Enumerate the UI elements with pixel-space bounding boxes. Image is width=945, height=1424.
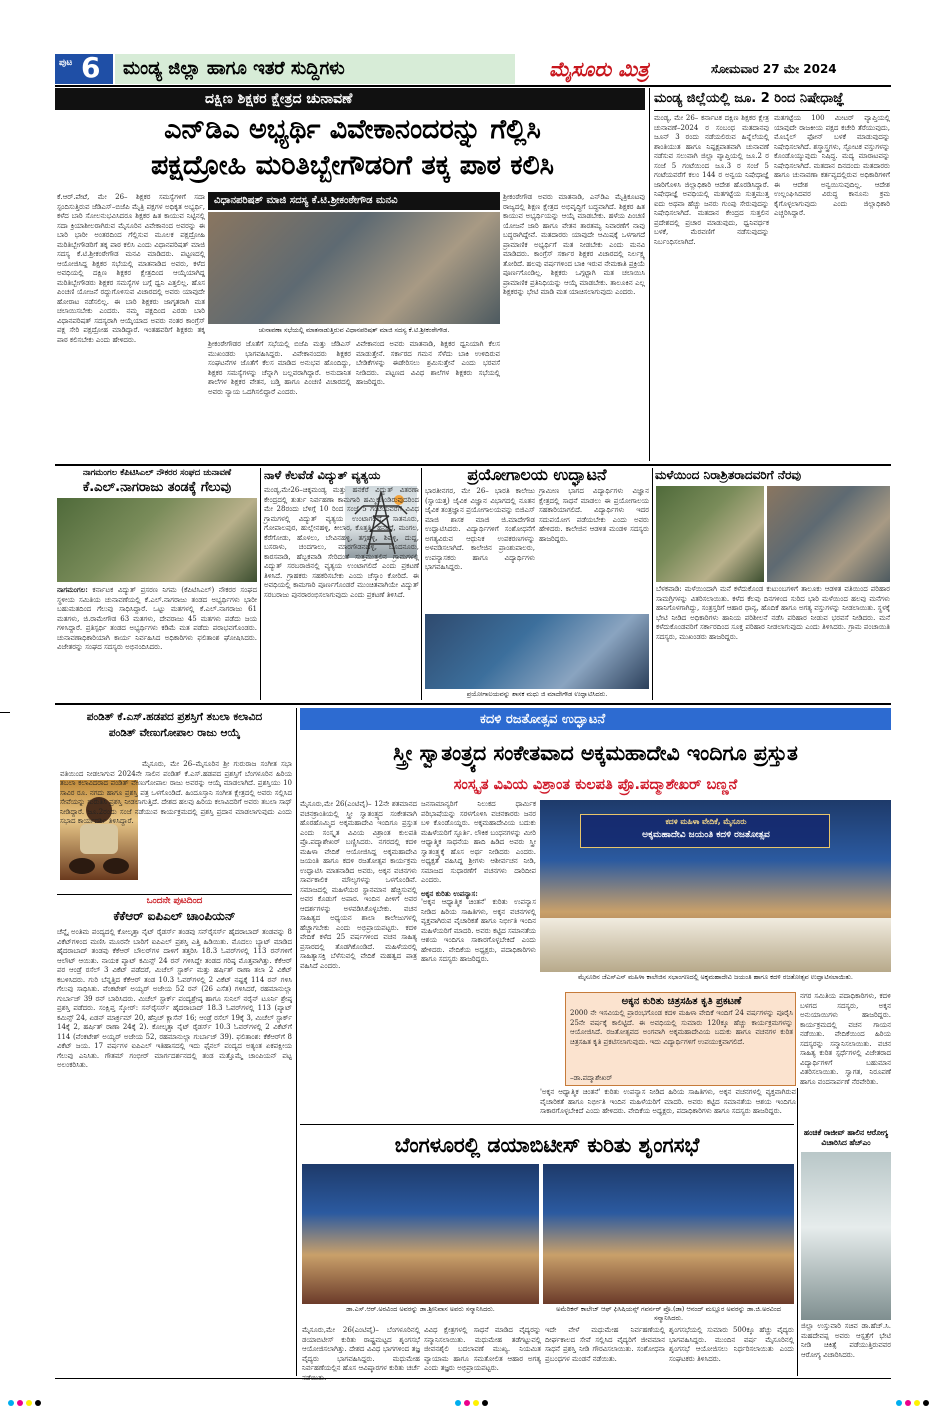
story9-caption: ಮೈಸೂರಿನ ಜೆಎಸ್‌ಎಸ್ ಮಹಿಳಾ ಕಾಲೇಜಿನ ಸಭಾಂಗಣದಲ್ಲಿ ಅಕ್ಕಮಹಾದೇವಿ ಜಯಂತಿ ಹಾಗೂ ಕದಳಿ ರಜತೋತ್ಸವ ಉದ್ಘಾಟಿಸಲಾಯಿತು. — [578, 973, 853, 981]
divider-s5-s6 — [652, 468, 653, 700]
stage-banner-top: ಕದಳಿ ಮಹಿಳಾ ವೇದಿಕೆ, ಮೈಸೂರು — [665, 817, 747, 826]
masthead-rule — [55, 85, 891, 87]
story9-col3-tail: 'ಅಕ್ಕನ ಆಧ್ಯಾತ್ಮಿಕ ಚಿಂತನೆ' ಕುರಿತು ಉಪನ್ಯಾಸ ನೀಡಿದ ಹಿರಿಯ ಸಾಹಿತಿಗಳು, ಅಕ್ಕನ ವಚನಗಳಲ್ಲಿ ವ್ಯಕ್ತವಾಗಿರುವ ವೈಚಾರಿಕತೆ ಹಾಗೂ ನಿರ್ಭೀತಿ ಇಂದಿನ ಮಹಿಳೆಯರಿಗೆ ಮಾದರಿ. ಅವರು ಕಟ್ಟಿದ ಸಮಾನತೆಯ ಆಶಯ ಇಂದಿಗೂ ಸಾಕಾರಗೊಳ್ಳಬೇಕಿದೆ ಎಂದು ಹೇಳಿದರು. ವೇದಿಕೆಯ ಅಧ್ಯಕ್ಷರು, ಪದಾಧಿಕಾರಿಗಳು ಹಾಗೂ ಸದಸ್ಯರು ಹಾಜರಿದ್ದರು. — [540, 1088, 796, 1115]
section-title: ಮಂಡ್ಯ ಜಿಲ್ಲಾ ಹಾಗೂ ಇತರೆ ಸುದ್ದಿಗಳು — [123, 58, 345, 79]
story9-col2 — [421, 800, 536, 1086]
story10-headline: ಬೆಂಗಳೂರಲ್ಲಿ ಡಯಾಬಿಟೀಸ್ ಕುರಿತು ಶೃಂಗಸಭೆ — [394, 1133, 700, 1157]
story6-body: ಬೆಳಕವಾಡಿ: ಮಳೆಯಿಂದಾಗಿ ಮನೆ ಕಳೆದುಕೊಂಡ ಕುಟುಂಬಗಳಿಗೆ ತಾಲೂಕು ಆಡಳಿತ ವತಿಯಿಂದ ಪರಿಹಾರ ಸಾಮಗ್ರಿಗಳನ್ನು ವಿತರಿಸಲಾಯಿತು. ಕಳೆದ ಕೆಲವು ದಿನಗಳಿಂದ ಸುರಿದ ಭಾರಿ ಮಳೆಯಿಂದ ಹಲವು ಮನೆಗಳು ಹಾನಿಗೊಳಗಾಗಿದ್ದು, ಸಂತ್ರಸ್ತರಿಗೆ ಆಹಾರ ಧಾನ್ಯ, ಹೊದಿಕೆ ಹಾಗೂ ಅಗತ್ಯ ವಸ್ತುಗಳನ್ನು ನೀಡಲಾಯಿತು. ಸ್ಥಳಕ್ಕೆ ಭೇಟಿ ನೀಡಿದ ಅಧಿಕಾರಿಗಳು ಹಾನಿಯ ಪರಿಶೀಲನೆ ನಡೆಸಿ ಪರಿಹಾರ ನೀಡುವ ಭರವಸೆ ನೀಡಿದರು. ಮನೆ ಕಳೆದುಕೊಂಡವರಿಗೆ ಸರ್ಕಾರದಿಂದ ಸೂಕ್ತ ಪರಿಹಾರ ನೀಡಲಾಗುವುದು ಎಂದು ತಿಳಿಸಿದರು. ಗ್ರಾಮ ಪಂಚಾಯಿತಿ ಸದಸ್ಯರು, ಮುಖಂಡರು ಹಾಜರಿದ್ದರು. — [656, 585, 890, 641]
story1-col2: ಶ್ರೀಕಂಠೇಗೌಡರ ಜೊತೆಗೆ ಸಭೆಯಲ್ಲಿ ಬಿಜೆಪಿ ಮತ್ತು ಜೆಡಿಎಸ್ ಮುಖಂಡರು ಭಾಗವಹಿಸಿದ್ದರು. ವಿವೇಕಾನಂದರು ಶಿಕ್ಷಕರ ಸಂಘಟನೆಗಳ ಜೊತೆಗೆ ಕೆಲಸ ಮಾಡಿದ ಅನುಭವ ಹೊಂದಿದ್ದು, ಶಿಕ್ಷಕರ ಸಮಸ್ಯೆಗಳನ್ನು ಚೆನ್ನಾಗಿ ಬಲ್ಲವರಾಗಿದ್ದಾರೆ. ಅನುದಾನಿತ ಶಾಲೆಗಳ ಶಿಕ್ಷಕರ ವೇತನ, ಬಡ್ತಿ ಹಾಗೂ ಪಿಂಚಣಿ ವಿಚಾರದಲ್ಲಿ ಅವರು ನ್ಯಾಯ ಒದಗಿಸಲಿದ್ದಾರೆ ಎಂದರು. — [208, 340, 351, 396]
story9-box-credit: –ಡಾ.ಪದ್ಮಾಶೇಖರ್ — [570, 1074, 613, 1082]
story1-subhead: ವಿಧಾನಪರಿಷತ್ ಮಾಜಿ ಸದಸ್ಯ ಕೆ.ಟಿ.ಶ್ರೀಕಂಠೇಗೌಡ ಮನವಿ — [214, 195, 398, 206]
story1-col4: ಶ್ರೀಕಂಠೇಗೌಡ ಅವರು ಮಾತನಾಡಿ, ಎನ್‌ಡಿಎ ಮೈತ್ರಿಕೂಟವು ರಾಜ್ಯದಲ್ಲಿ ಶಿಕ್ಷಣ ಕ್ಷೇತ್ರದ ಅಭಿವೃದ್ಧಿಗೆ ಬದ್ಧವಾಗಿದೆ. ಶಿಕ್ಷಕರ ಹಿತ ಕಾಯುವ ಅಭ್ಯರ್ಥಿಯನ್ನು ಆಯ್ಕೆ ಮಾಡಬೇಕು. ಹಳೆಯ ಪಿಂಚಣಿ ಯೋಜನೆ ಜಾರಿ ಹಾಗೂ ವೇತನ ತಾರತಮ್ಯ ನಿವಾರಣೆಗೆ ನಾವು ಬದ್ಧರಾಗಿದ್ದೇವೆ. ಮತದಾರರು ಯಾವುದೇ ಆಮಿಷಕ್ಕೆ ಒಳಗಾಗದೆ ಪ್ರಾಮಾಣಿಕ ಅಭ್ಯರ್ಥಿಗೆ ಮತ ನೀಡಬೇಕು ಎಂದು ಮನವಿ ಮಾಡಿದರು. ಕಾಂಗ್ರೆಸ್ ಸರ್ಕಾರ ಶಿಕ್ಷಕರ ವಿಚಾರದಲ್ಲಿ ನಿರ್ಲಕ್ಷ್ಯ ತೋರಿದೆ. ಹಲವು ವರ್ಷಗಳಿಂದ ಬಾಕಿ ಇರುವ ನೇಮಕಾತಿ ಪ್ರಕ್ರಿಯೆ ಪೂರ್ಣಗೊಂಡಿಲ್ಲ. ಶಿಕ್ಷಕರು ಒಗ್ಗಟ್ಟಾಗಿ ಮತ ಚಲಾಯಿಸಿ ಪ್ರಾಮಾಣಿಕ ಪ್ರತಿನಿಧಿಯನ್ನು ಆಯ್ಕೆ ಮಾಡಬೇಕು. ತಾಲೂಕಿನ ಎಲ್ಲ ಶಿಕ್ಷಕರನ್ನು ಭೇಟಿ ಮಾಡಿ ಮತ ಯಾಚಿಸಲಾಗುವುದು ಎಂದರು. — [503, 193, 645, 296]
story11-caption: ಜಿಲ್ಲಾ ಉಸ್ತುವಾರಿ ಸಚಿವ ಡಾ.ಹೆಚ್.ಸಿ. ಮಹದೇವಪ್ಪ ಅವರು ಆಸ್ಪತ್ರೆಗೆ ಭೇಟಿ ನೀಡಿ ಚಿಕಿತ್ಸೆ ಪಡೆಯುತ್ತಿರುವವರ ಆರೋಗ್ಯ ವಿಚಾರಿಸಿದರು. — [801, 1322, 891, 1359]
story9-col4: ನಗರ ಸಮಿತಿಯ ಪದಾಧಿಕಾರಿಗಳು, ಕದಳಿ ಬಳಗದ ಸದಸ್ಯರು, ಅಕ್ಕನ ಅನುಯಾಯಿಗಳು ಹಾಜರಿದ್ದರು. ಕಾರ್ಯಕ್ರಮದಲ್ಲಿ ವಚನ ಗಾಯನ ನಡೆಯಿತು. ವೇದಿಕೆಯಿಂದ ಹಿರಿಯ ಸದಸ್ಯರನ್ನು ಸನ್ಮಾನಿಸಲಾಯಿತು. ವಚನ ಸಾಹಿತ್ಯ ಕುರಿತ ಸ್ಪರ್ಧೆಗಳಲ್ಲಿ ವಿಜೇತರಾದ ವಿದ್ಯಾರ್ಥಿಗಳಿಗೆ ಬಹುಮಾನ ವಿತರಿಸಲಾಯಿತು. ಸ್ವಾಗತ, ನಿರೂಪಣೆ ಹಾಗೂ ವಂದನಾರ್ಪಣೆ ನೆರವೇರಿತು. — [800, 992, 891, 1086]
story10-caption2: ಅಮೆರಿಕನ್ ಕಾಲೇಜ್ ಆಫ್ ಫಿಸಿಷಿಯನ್ಸ್ ಗವರ್ನರ್ ಪ್ರೊ.(ಡಾ) ಆನಂದ್ ಮಲ್ಲೂರ ಅವರನ್ನು ಡಾ.ಜಿ.ಅರವಿಂದ ಸನ್ಮಾನಿಸಿದರು. — [556, 1305, 781, 1322]
story2-headline: ಮಂಡ್ಯ ಜಿಲ್ಲೆಯಲ್ಲಿ ಜೂ. 2 ರಿಂದ ನಿಷೇಧಾಜ್ಞೆ — [654, 91, 845, 106]
story11-headline: ಹಂಚಿಕೆ ರಾಜೀವ್ ಹಾಲಿನ ಆರೋಗ್ಯ ವಿಚಾರಿಸಿದ ಹೆಚ್‌ಎಂ — [803, 1128, 889, 1147]
story9-kicker-bar — [300, 708, 891, 730]
story4-body: ಮಂಡ್ಯ,ಮೇ26–ಚಿಕ್ಕಮಂಡ್ಯ ಮತ್ತು ಹನಕೆರೆ ವಿದ್ಯುತ್ ವಿತರಣಾ ಕೇಂದ್ರದಲ್ಲಿ ತುರ್ತು ನಿರ್ವಹಣಾ ಕಾಮಗಾರಿ ಹಮ್ಮಿಕೊಂಡಿರುವುದರಿಂದ ಮೇ 28ರಂದು ಬೆಳಿಗ್ಗೆ 10 ರಿಂದ ಸಂಜೆ 5 ಗಂಟೆಯವರೆಗೆ ವಿವಿಧ ಗ್ರಾಮಗಳಲ್ಲಿ ವಿದ್ಯುತ್ ವ್ಯತ್ಯಯ ಉಂಟಾಗಲಿದೆ. ಸಾತನೂರು, ಗೋಪಾಲಪುರ, ಹುಲ್ಲೇನಹಳ್ಳಿ, ಕೀಲಾರ, ಕೊತ್ತತ್ತಿ, ಹನಕೆರೆ, ಮಂಗಲ, ಕೆರೆಗೋಡು, ಹೊಳಲು, ಬೇವಿನಹಳ್ಳಿ, ತಗ್ಗಹಳ್ಳಿ, ಶಿವಳ್ಳಿ, ದುದ್ದ, ಬಸರಾಳು, ಚಂದಗಾಲು, ಮಾರಗೌಡನಹಳ್ಳಿ, ಬೂದನೂರು, ಕಾರಸವಾಡಿ, ಹೆಬ್ಬಕವಾಡಿ ಸೇರಿದಂತೆ ಸುತ್ತಮುತ್ತಲಿನ ಗ್ರಾಮಗಳಲ್ಲಿ ವಿದ್ಯುತ್ ಸರಬರಾಜಿನಲ್ಲಿ ವ್ಯತ್ಯಯ ಉಂಟಾಗಲಿದೆ ಎಂದು ಪ್ರಕಟಣೆ ತಿಳಿಸಿದೆ. ಗ್ರಾಹಕರು ಸಹಕರಿಸಬೇಕು ಎಂದು ಚೆಸ್ಕಾಂ ಕೋರಿದೆ. ಈ ಅವಧಿಯಲ್ಲಿ ಕಾಮಗಾರಿ ಪೂರ್ಣಗೊಂಡರೆ ಮುಂಚಿತವಾಗಿಯೇ ವಿದ್ಯುತ್ ಸರಬರಾಜು ಪುನರಾರಂಭಿಸಲಾಗುವುದು ಎಂದು ಪ್ರಕಟಣೆ ತಿಳಿಸಿದೆ. — [264, 486, 419, 599]
story10-photo1 — [302, 1164, 539, 1304]
stage-table — [540, 918, 891, 972]
page-label: ಪುಟ — [59, 58, 73, 68]
paper-name: ಮೈಸೂರು ಮಿತ್ರ — [549, 57, 649, 81]
story10-col1: ಮೈಸೂರು,ಮೇ 26(ಎಂಟಿವೈ)– ಬೆಂಗಳೂರಿನಲ್ಲಿ ಡಯಾಬಿಟೀಸ್ ಕುರಿತು ರಾಷ್ಟ್ರಮಟ್ಟದ ಶೃಂಗಸಭೆ ಆಯೋಜಿಸಲಾಗಿತ್ತು. ದೇಶದ ವಿವಿಧ ಭಾಗಗಳಿಂದ ತಜ್ಞ ವೈದ್ಯರು ಭಾಗವಹಿಸಿದ್ದರು. ಮಧುಮೇಹ ನಿರ್ವಹಣೆಯಲ್ಲಿನ ಹೊಸ ಆವಿಷ್ಕಾರಗಳ ಕುರಿತು ಚರ್ಚೆ — [302, 1326, 420, 1372]
rule-row3 — [55, 703, 891, 705]
story10-col2: ವಿವಿಧ ಕ್ಷೇತ್ರಗಳಲ್ಲಿ ಸಾಧನೆ ಮಾಡಿದ ವೈದ್ಯರನ್ನು ಸನ್ಮಾನಿಸಲಾಯಿತು. ಮಧುಮೇಹ ತಡೆಗಟ್ಟುವಲ್ಲಿ ಜೀವನಶೈಲಿ ಬದಲಾವಣೆ ಮುಖ್ಯ. ನಿಯಮಿತ ವ್ಯಾಯಾಮ ಹಾಗೂ ಸಮತೋಲಿತ ಆಹಾರ ಅಗತ್ಯ ಎಂದು ತಜ್ಞರು ಅಭಿಪ್ರಾಯಪಟ್ಟರು. — [424, 1326, 541, 1372]
page-number-box — [55, 51, 113, 84]
story7-headline-2: ಪಂಡಿತ್ ವೇಣುಗೋಪಾಲ ರಾಜು ಆಯ್ಕೆ — [108, 727, 241, 739]
story10-photo2 — [543, 1164, 794, 1304]
story8-kicker: ಒಂದನೇ ಪುಟದಿಂದ — [146, 896, 203, 906]
story10-caption1: ಡಾ.ಎಸ್.ಆರ್.ಅರವಿಂದ ಅವರನ್ನು ಡಾ.ಶ್ರೀನಿವಾಸ ಅವರು ಸನ್ಮಾನಿಸಿದರು. — [346, 1305, 495, 1313]
story7-body: ಮೈಸೂರು, ಮೇ 26–ಮೈಸೂರಿನ ಶ್ರೀ ಗುರುರಾಜ ಸಂಗೀತ ಸಭಾ ವತಿಯಿಂದ ನೀಡಲಾಗುವ 2024ನೇ ಸಾಲಿನ ಪಂಡಿತ್ ಕೆ.ಎಸ್.ಹಡಪದ ಪ್ರಶಸ್ತಿಗೆ ಬೆಂಗಳೂರಿನ ಹಿರಿಯ ತಬಲಾ ಕಲಾವಿದರಾದ ಪಂಡಿತ್ ವೇಣುಗೋಪಾಲ ರಾಜು ಅವರನ್ನು ಆಯ್ಕೆ ಮಾಡಲಾಗಿದೆ. ಪ್ರಶಸ್ತಿಯು 10 ಸಾವಿರ ರೂ. ನಗದು ಹಾಗೂ ಪ್ರಶಸ್ತಿ ಪತ್ರ ಒಳಗೊಂಡಿದೆ. ಹಿಂದೂಸ್ತಾನಿ ಸಂಗೀತ ಕ್ಷೇತ್ರದಲ್ಲಿ ಅವರು ಸಲ್ಲಿಸಿದ ಸೇವೆಯನ್ನು ಗುರುತಿಸಿ ಪ್ರಶಸ್ತಿ ನೀಡಲಾಗುತ್ತಿದೆ. ದೇಶದ ಹಲವು ಹಿರಿಯ ಕಲಾವಿದರಿಗೆ ಅವರು ತಬಲಾ ಸಾಥ್ ನೀಡಿದ್ದಾರೆ. ಜೂ.2ರಂದು ಸಂಜೆ ನಡೆಯುವ ಕಾರ್ಯಕ್ರಮದಲ್ಲಿ ಪ್ರಶಸ್ತಿ ಪ್ರದಾನ ಮಾಡಲಾಗುವುದು ಎಂದು ಸಭಾದ ಕಾರ್ಯದರ್ಶಿ ತಿಳಿಸಿದ್ದಾರೆ. — [60, 760, 292, 825]
story2-col1: ಮಂಡ್ಯ, ಮೇ 26– ಕರ್ನಾಟಕ ದಕ್ಷಿಣ ಶಿಕ್ಷಕರ ಕ್ಷೇತ್ರ ಚುನಾವಣೆ–2024 ರ ಸಂಬಂಧ ಮತದಾನವು ಜೂನ್ 3 ರಂದು ನಡೆಯಲಿರುವ ಹಿನ್ನೆಲೆಯಲ್ಲಿ ಶಾಂತಿಯುತ ಹಾಗೂ ನಿಷ್ಪಕ್ಷಪಾತವಾಗಿ ಚುನಾವಣೆ ನಡೆಸುವ ಸಲುವಾಗಿ ಜಿಲ್ಲಾ ವ್ಯಾಪ್ತಿಯಲ್ಲಿ ಜೂ.2 ರ ಸಂಜೆ 5 ಗಂಟೆಯಿಂದ ಜೂ.3 ರ ಸಂಜೆ 5 ಗಂಟೆಯವರೆಗೆ ಕಲಂ 144 ರ ಅನ್ವಯ ನಿಷೇಧಾಜ್ಞೆ ಜಾರಿಗೊಳಿಸಿ ಜಿಲ್ಲಾಧಿಕಾರಿ ಆದೇಶ ಹೊರಡಿಸಿದ್ದಾರೆ. ನಿಷೇಧಾಜ್ಞೆ ಅವಧಿಯಲ್ಲಿ ಮತಗಟ್ಟೆಯ ಸುತ್ತಮುತ್ತ ಐದು ಅಥವಾ ಹೆಚ್ಚು ಜನರು ಗುಂಪು ಸೇರುವುದನ್ನು ನಿಷೇಧಿಸಲಾಗಿದೆ. ಮತದಾನ ಕೇಂದ್ರದ ಸುತ್ತಲಿನ ಪ್ರದೇಶದಲ್ಲಿ ಪ್ರಚಾರ ಮಾಡುವುದು, ಧ್ವನಿವರ್ಧಕ ಬಳಕೆ, ಮೆರವಣಿಗೆ ನಡೆಸುವುದನ್ನು ನಿರ್ಬಂಧಿಸಲಾಗಿದೆ. — [654, 114, 769, 246]
divider-story1-story2 — [649, 88, 650, 461]
story1-kicker-bar — [55, 88, 645, 110]
story9-stage-photo — [540, 800, 891, 972]
stage-banner — [580, 814, 830, 848]
story1-headline-2: ಪಕ್ಷದ್ರೋಹಿ ಮರಿತಿಬ್ಬೇಗೌಡರಿಗೆ ತಕ್ಕ ಪಾಠ ಕಲಿಸಿ — [150, 150, 555, 181]
story5-caption: ಪ್ರಯೋಗಾಲಯವನ್ನು ಶಾಸಕ ಮಧು ಜಿ ಮಾದೇಗೌಡ ಉದ್ಘಾಟಿಸಿದರು. — [466, 690, 608, 698]
divider-s3-s4 — [260, 468, 261, 700]
story3-body — [57, 585, 257, 699]
story2-col2: ಮತಗಟ್ಟೆಯ 100 ಮೀಟರ್ ವ್ಯಾಪ್ತಿಯಲ್ಲಿ ಯಾವುದೇ ರಾಜಕೀಯ ಪಕ್ಷದ ಕಚೇರಿ ತೆರೆಯುವುದು, ಮೊಬೈಲ್ ಫೋನ್ ಬಳಕೆ ಮಾಡುವುದನ್ನು ನಿಷೇಧಿಸಲಾಗಿದೆ. ಶಸ್ತ್ರಾಸ್ತ್ರಗಳು, ಸ್ಫೋಟಕ ವಸ್ತುಗಳನ್ನು ಕೊಂಡೊಯ್ಯುವುದು ನಿಷಿದ್ಧ. ಮದ್ಯ ಮಾರಾಟವನ್ನು ನಿಷೇಧಿಸಲಾಗಿದೆ. ಮತದಾನ ದಿನದಂದು ಮತದಾರರು ಹಾಗೂ ಚುನಾವಣಾ ಕರ್ತವ್ಯದಲ್ಲಿರುವ ಅಧಿಕಾರಿಗಳಿಗೆ ಈ ಆದೇಶ ಅನ್ವಯಿಸುವುದಿಲ್ಲ. ಆದೇಶ ಉಲ್ಲಂಘಿಸಿದವರ ವಿರುದ್ಧ ಕಾನೂನು ಕ್ರಮ ಕೈಗೊಳ್ಳಲಾಗುವುದು ಎಂದು ಜಿಲ್ಲಾಧಿಕಾರಿ ಎಚ್ಚರಿಸಿದ್ದಾರೆ. — [774, 114, 890, 217]
story1-kicker: ದಕ್ಷಿಣ ಶಿಕ್ಷಕರ ಕ್ಷೇತ್ರದ ಚುನಾವಣೆ — [205, 91, 353, 107]
story9-box-title: ಅಕ್ಕನ ಕುರಿತು ಚಿತ್ರಸಹಿತ ಕೃತಿ ಪ್ರಕಟಣೆ — [621, 996, 742, 1007]
story5-col1: ಭಾರತೀನಗರ, ಮೇ 26– ಭಾರತಿ ಕಾಲೇಜು (ಸ್ವಾಯತ್ತ) ಜೈವಿಕ ವಿಜ್ಞಾನ ವಿಭಾಗದಲ್ಲಿ ನೂತನ ಜೈವಿಕ ತಂತ್ರಜ್ಞಾನ ಪ್ರಯೋಗಾಲಯವನ್ನು ಬಿಜಿಎಸ್ ಮಾಜಿ ಶಾಸಕ ಮಾಜಿ ಜಿ.ಮಾದೇಗೌಡ ಉದ್ಘಾಟಿಸಿದರು. ವಿದ್ಯಾರ್ಥಿಗಳಿಗೆ ಸಂಶೋಧನೆಗೆ ಅಗತ್ಯವಿರುವ ಆಧುನಿಕ ಉಪಕರಣಗಳನ್ನು ಅಳವಡಿಸಲಾಗಿದೆ. ಕಾಲೇಜಿನ ಪ್ರಾಂಶುಪಾಲರು, ಉಪನ್ಯಾಸಕರು ಹಾಗೂ ವಿದ್ಯಾರ್ಥಿಗಳು ಭಾಗವಹಿಸಿದ್ದರು. — [425, 487, 535, 571]
story3-body-text: ಕರ್ನಾಟಕ ವಿದ್ಯುತ್ ಪ್ರಸರಣ ನಿಗಮ (ಕೆಪಿಟಿಸಿಎಲ್) ನೌಕರರ ಸಂಘದ ಸ್ಥಳೀಯ ಸಮಿತಿಯ ಚುನಾವಣೆಯಲ್ಲಿ ಕೆ.ಎಲ್.ನಾಗರಾಜು ತಂಡದ ಅಭ್ಯರ್ಥಿಗಳು ಭಾರೀ ಬಹುಮತದಿಂದ ಗೆಲುವು ಸಾಧಿಸಿದ್ದಾರೆ. ಒಟ್ಟು ಮತಗಳಲ್ಲಿ ಕೆ.ಎಲ್.ನಾಗರಾಜು 61 ಮತಗಳು, ಜಿ.ರಾಮೇಗೌಡ 63 ಮತಗಳು, ದೇವರಾಜು 45 ಮತಗಳು ಪಡೆದು ಜಯ ಗಳಿಸಿದ್ದಾರೆ. ಪ್ರತಿಸ್ಪರ್ಧಿ ತಂಡದ ಅಭ್ಯರ್ಥಿಗಳು ಕಡಿಮೆ ಮತ ಪಡೆದು ಪರಾಭವಗೊಂಡರು. ಚುನಾವಣಾಧಿಕಾರಿಯಾಗಿ ಕಾರ್ಯ ನಿರ್ವಹಿಸಿದ ಅಧಿಕಾರಿಗಳು ಫಲಿತಾಂಶ ಘೋಷಿಸಿದರು. ವಿಜೇತರನ್ನು ಸಂಘದ ಸದಸ್ಯರು ಅಭಿನಂದಿಸಿದರು. — [57, 586, 258, 651]
story8-headline: ಕೆಕೆಆರ್ ಐಪಿಎಲ್ ಚಾಂಪಿಯನ್ — [113, 909, 236, 923]
registration-dots-left — [8, 1400, 48, 1406]
story10-col4: ಶೃಂಗಸಭೆಯಲ್ಲಿ ಸುಮಾರು 500ಕ್ಕೂ ಹೆಚ್ಚು ವೈದ್ಯರು ಭಾಗವಹಿಸಿದ್ದರು. ಮುಂದಿನ ವರ್ಷ ಮೈಸೂರಿನಲ್ಲಿ ಶೃಂಗಸಭೆ ಆಯೋಜಿಸಲು ನಿರ್ಧರಿಸಲಾಯಿತು ಎಂದು ಸಂಘಟಕರು ತಿಳಿಸಿದರು. — [669, 1326, 794, 1363]
story1-col3: ವಿವೇಕಾನಂದ ಅವರು ಮಾತನಾಡಿ, ಶಿಕ್ಷಕರ ಧ್ವನಿಯಾಗಿ ಕೆಲಸ ಮಾಡುತ್ತೇನೆ. ಸರ್ಕಾರದ ಗಮನ ಸೆಳೆದು ಬಾಕಿ ಉಳಿದಿರುವ ಬೇಡಿಕೆಗಳನ್ನು ಈಡೇರಿಸಲು ಶ್ರಮಿಸುತ್ತೇನೆ ಎಂದು ಭರವಸೆ ನೀಡಿದರು. ಪಟ್ಟಣದ ವಿವಿಧ ಶಾಲೆಗಳ ಶಿಕ್ಷಕರು ಸಭೆಯಲ್ಲಿ ಹಾಜರಿದ್ದರು. — [356, 340, 500, 386]
story4-headline: ನಾಳೆ ಕೆಲವೆಡೆ ವಿದ್ಯುತ್ ವ್ಯತ್ಯಯ — [264, 468, 381, 482]
rule-row4 — [300, 1124, 794, 1125]
story1-headline-1: ಎನ್‌ಡಿಎ ಅಭ್ಯರ್ಥಿ ವಿವೇಕಾನಂದರನ್ನು ಗೆಲ್ಲಿಸಿ — [164, 114, 541, 145]
story9-kicker: ಕದಳಿ ರಜತೋತ್ಸವ ಉದ್ಘಾಟನೆ — [480, 712, 606, 727]
story9-col3-kicker: ಅಕ್ಕನ ಕುರಿತು ಉಪನ್ಯಾಸ: — [421, 888, 478, 898]
story2-rule — [654, 110, 890, 111]
story1-photo — [208, 212, 500, 324]
story6-photo-left — [656, 486, 764, 582]
issue-date: ಸೋಮವಾರ 27 ಮೇ 2024 — [711, 62, 837, 76]
story3-dateline: ನಾಗಮಂಗಲ: — [57, 585, 88, 594]
divider-left-main — [296, 708, 297, 1376]
masthead — [55, 51, 891, 84]
story3-subhead: ಕೆ.ಎಲ್.ನಾಗರಾಜು ತಂಡಕ್ಕೆ ಗೆಲುವು — [82, 480, 232, 495]
story6-headline: ಮಳೆಯಿಂದ ನಿರಾಶ್ರಿತರಾದವರಿಗೆ ನೆರವು — [655, 468, 802, 482]
story1-subhead-bar — [208, 192, 500, 210]
story9-subhead: ಸಂಸ್ಕೃತ ವಿವಿಯ ವಿಶ್ರಾಂತ ಕುಲಪತಿ ಪ್ರೊ.ಪದ್ಮಾಶೇಖರ್ ಬಣ್ಣನೆ — [453, 777, 738, 793]
fold-mark — [0, 712, 10, 713]
divider-s4-s5 — [421, 468, 422, 700]
story8-body: ಚೆನ್ನೈ ಅಂತಿಮ ಪಂದ್ಯದಲ್ಲಿ ಕೋಲ್ಕತ್ತಾ ನೈಟ್ ರೈಡರ್ಸ್ ತಂಡವು ಸನ್‌ರೈಸರ್ಸ್ ಹೈದರಾಬಾದ್ ತಂಡವನ್ನು 8 ವಿಕೆಟ್‌ಗಳಿಂದ ಮಣಿಸಿ ಮೂರನೇ ಬಾರಿಗೆ ಐಪಿಎಲ್ ಪ್ರಶಸ್ತಿ ಎತ್ತಿ ಹಿಡಿಯಿತು. ಮೊದಲು ಬ್ಯಾಟ್ ಮಾಡಿದ ಹೈದರಾಬಾದ್ ತಂಡವು ಕೆಕೆಆರ್ ಬೌಲರ್‌ಗಳ ದಾಳಿಗೆ ತತ್ತರಿಸಿ 18.3 ಓವರ್‌ಗಳಲ್ಲಿ 113 ರನ್‌ಗಳಿಗೆ ಆಲೌಟ್ ಆಯಿತು. ನಾಯಕ ಪ್ಯಾಟ್ ಕಮಿನ್ಸ್ 24 ರನ್ ಗಳಿಸಿದ್ದೇ ತಂಡದ ಗರಿಷ್ಠ ಮೊತ್ತವಾಗಿತ್ತು. ಕೆಕೆಆರ್ ಪರ ಆಂಡ್ರೆ ರಸೆಲ್ 3 ವಿಕೆಟ್ ಪಡೆದರೆ, ಮಿಚೆಲ್ ಸ್ಟಾರ್ಕ್ ಮತ್ತು ಹರ್ಷಿತ್ ರಾಣಾ ತಲಾ 2 ವಿಕೆಟ್ ಕಬಳಿಸಿದರು. ಗುರಿ ಬೆನ್ನತ್ತಿದ ಕೆಕೆಆರ್ ತಂಡ 10.3 ಓವರ್‌ಗಳಲ್ಲಿ 2 ವಿಕೆಟ್ ನಷ್ಟಕ್ಕೆ 114 ರನ್ ಗಳಿಸಿ ಗೆಲುವು ಸಾಧಿಸಿತು. ವೆಂಕಟೇಶ್ ಅಯ್ಯರ್ ಅಜೇಯ 52 ರನ್ (26 ಎಸೆತ) ಗಳಿಸಿದರೆ, ರಹಮಾನುಲ್ಲಾ ಗುರ್ಬಾಜ್ 39 ರನ್ ಬಾರಿಸಿದರು. ಮಿಚೆಲ್ ಸ್ಟಾರ್ಕ್ ಪಂದ್ಯಶ್ರೇಷ್ಠ ಹಾಗೂ ಸುನಿಲ್ ನರೈನ್ ಟೂರ್ನಿ ಶ್ರೇಷ್ಠ ಪ್ರಶಸ್ತಿ ಪಡೆದರು. ಸಂಕ್ಷಿಪ್ತ ಸ್ಕೋರ್: ಸನ್‌ರೈಸರ್ಸ್ ಹೈದರಾಬಾದ್ 18.3 ಓವರ್‌ಗಳಲ್ಲಿ 113 (ಪ್ಯಾಟ್ ಕಮಿನ್ಸ್ 24, ಏಡನ್ ಮಾರ್ಕ್ರಮ್ 20, ಹೆನ್ರಿಚ್ ಕ್ಲಾಸೆನ್ 16; ಆಂಡ್ರೆ ರಸೆಲ್ 19ಕ್ಕೆ 3, ಮಿಚೆಲ್ ಸ್ಟಾರ್ಕ್ 14ಕ್ಕೆ 2, ಹರ್ಷಿತ್ ರಾಣಾ 24ಕ್ಕೆ 2). ಕೋಲ್ಕತ್ತಾ ನೈಟ್ ರೈಡರ್ಸ್ 10.3 ಓವರ್‌ಗಳಲ್ಲಿ 2 ವಿಕೆಟ್‌ಗೆ 114 (ವೆಂಕಟೇಶ್ ಅಯ್ಯರ್ ಅಜೇಯ 52, ರಹಮಾನುಲ್ಲಾ ಗುರ್ಬಾಜ್ 39). ಫಲಿತಾಂಶ: ಕೆಕೆಆರ್‌ಗೆ 8 ವಿಕೆಟ್ ಜಯ. 17 ವರ್ಷಗಳ ಐಪಿಎಲ್ ಇತಿಹಾಸದಲ್ಲಿ ಇದು ಫೈನಲ್ ಪಂದ್ಯದ ಅತ್ಯಂತ ಏಕಪಕ್ಷೀಯ ಗೆಲುವು ಎನಿಸಿತು. ಗೌತಮ್ ಗಂಭೀರ್ ಮಾರ್ಗದರ್ಶನದಲ್ಲಿ ತಂಡ ಮತ್ತೊಮ್ಮೆ ಚಾಂಪಿಯನ್ ಪಟ್ಟ ಅಲಂಕರಿಸಿತು. — [57, 928, 292, 1069]
story5-col2: ಗ್ರಾಮೀಣ ಭಾಗದ ವಿದ್ಯಾರ್ಥಿಗಳು ವಿಜ್ಞಾನ ಕ್ಷೇತ್ರದಲ್ಲಿ ಸಾಧನೆ ಮಾಡಲು ಈ ಪ್ರಯೋಗಾಲಯ ಸಹಕಾರಿಯಾಗಲಿದೆ. ವಿದ್ಯಾರ್ಥಿಗಳು ಇದರ ಸದುಪಯೋಗ ಪಡೆಯಬೇಕು ಎಂದು ಅವರು ಹೇಳಿದರು. ಕಾಲೇಜಿನ ಆಡಳಿತ ಮಂಡಳಿ ಸದಸ್ಯರು ಹಾಜರಿದ್ದರು. — [539, 487, 649, 543]
story1-photo-caption: ಚುನಾವಣಾ ಸಭೆಯಲ್ಲಿ ಮಾತನಾಡುತ್ತಿರುವ ವಿಧಾನಪರಿಷತ್ ಮಾಜಿ ಸದಸ್ಯ ಕೆ.ಟಿ.ಶ್ರೀಕಂಠೇಗೌಡ. — [258, 326, 450, 334]
story9-col1: ಮೈಸೂರು,ಮೇ 26(ಎಂಟಿವೈ)– 12ನೇ ಶತಮಾನದ ವಚನಕ್ರಾಂತಿಯಲ್ಲಿ ಸ್ತ್ರೀ ಸ್ವಾತಂತ್ರ್ಯದ ಸಂಕೇತವಾಗಿ ಹೊರಹೊಮ್ಮಿದ ಅಕ್ಕಮಹಾದೇವಿ ಇಂದಿಗೂ ಪ್ರಸ್ತುತ ಎಂದು ಸಂಸ್ಕೃತ ವಿವಿಯ ವಿಶ್ರಾಂತ ಕುಲಪತಿ ಪ್ರೊ.ಪದ್ಮಾಶೇಖರ್ ಬಣ್ಣಿಸಿದರು. ನಗರದಲ್ಲಿ ಕದಳಿ ಮಹಿಳಾ ವೇದಿಕೆ ಆಯೋಜಿಸಿದ್ದ ಅಕ್ಕಮಹಾದೇವಿ ಜಯಂತಿ ಹಾಗೂ ಕದಳಿ ರಜತೋತ್ಸವ ಕಾರ್ಯಕ್ರಮ ಉದ್ಘಾಟಿಸಿ ಮಾತನಾಡಿದ ಅವರು, ಅಕ್ಕನ ವಚನಗಳು ಸಾರ್ವಕಾಲಿಕ ಮೌಲ್ಯಗಳನ್ನು ಒಳಗೊಂಡಿವೆ. ಸಮಾಜದಲ್ಲಿ ಮಹಿಳೆಯರ ಸ್ಥಾನಮಾನ ಹೆಚ್ಚಿಸುವಲ್ಲಿ ಅವರ ಕೊಡುಗೆ ಅಪಾರ. ಇಂದಿನ ಪೀಳಿಗೆ ಅವರ ಆದರ್ಶಗಳನ್ನು ಅಳವಡಿಸಿಕೊಳ್ಳಬೇಕು. ವಚನ ಸಾಹಿತ್ಯದ ಅಧ್ಯಯನ ಶಾಲಾ ಕಾಲೇಜುಗಳಲ್ಲಿ ಹೆಚ್ಚಾಗಬೇಕು ಎಂದು ಅಭಿಪ್ರಾಯಪಟ್ಟರು. ಕದಳಿ ವೇದಿಕೆ ಕಳೆದ 25 ವರ್ಷಗಳಿಂದ ವಚನ ಸಾಹಿತ್ಯ ಪ್ರಸಾರದಲ್ಲಿ ತೊಡಗಿಕೊಂಡಿದೆ. ಮಹಿಳೆಯರಲ್ಲಿ ಸಾಹಿತ್ಯಾಸಕ್ತಿ ಬೆಳೆಸುವಲ್ಲಿ ವೇದಿಕೆ ಮಹತ್ವದ ಪಾತ್ರ ವಹಿಸಿದೆ ಎಂದರು. — [300, 800, 417, 970]
story6-photo-right — [767, 486, 890, 582]
story9-col2-text: ಜನಸಾಮಾನ್ಯರಿಗೆ ನಿಲುಕದ ಧಾರ್ಮಿಕ ಪರಿಭಾಷೆಯನ್ನು ಸರಳಗೊಳಿಸಿ ವಚನಕಾರರು ಜನರ ಬಳಿ ಕೊಂಡೊಯ್ದರು. ಅಕ್ಕಮಹಾದೇವಿಯ ಬದುಕು ಮಹಿಳೆಯರಿಗೆ ಸ್ಫೂರ್ತಿ. ಲೌಕಿಕ ಬಂಧನಗಳನ್ನು ಮೀರಿ ಆಧ್ಯಾತ್ಮಿಕ ಸಾಧನೆಯ ಹಾದಿ ಹಿಡಿದ ಅವರು ಸ್ತ್ರೀ ಸ್ವಾತಂತ್ರ್ಯಕ್ಕೆ ಹೊಸ ಅರ್ಥ ನೀಡಿದರು ಎಂದರು. ಅಧ್ಯಕ್ಷತೆ ವಹಿಸಿದ್ದ ಶ್ರೀಗಳು ಆಶೀರ್ವಚನ ನೀಡಿ, ಸಮಾಜದ ಸುಧಾರಣೆಗೆ ವಚನಗಳು ದಾರಿದೀಪ ಎಂದರು. — [421, 800, 536, 884]
page-bottom-rule — [55, 1378, 891, 1379]
story9-col3-text: 'ಅಕ್ಕನ ಆಧ್ಯಾತ್ಮಿಕ ಚಿಂತನೆ' ಕುರಿತು ಉಪನ್ಯಾಸ ನೀಡಿದ ಹಿರಿಯ ಸಾಹಿತಿಗಳು, ಅಕ್ಕನ ವಚನಗಳಲ್ಲಿ ವ್ಯಕ್ತವಾಗಿರುವ ವೈಚಾರಿಕತೆ ಹಾಗೂ ನಿರ್ಭೀತಿ ಇಂದಿನ ಮಹಿಳೆಯರಿಗೆ ಮಾದರಿ. ಅವರು ಕಟ್ಟಿದ ಸಮಾನತೆಯ ಆಶಯ ಇಂದಿಗೂ ಸಾಕಾರಗೊಳ್ಳಬೇಕಿದೆ ಎಂದು ಹೇಳಿದರು. ವೇದಿಕೆಯ ಅಧ್ಯಕ್ಷರು, ಪದಾಧಿಕಾರಿಗಳು ಹಾಗೂ ಸದಸ್ಯರು ಹಾಜರಿದ್ದರು. — [421, 898, 536, 963]
story1-col1: ಕೆ.ಆರ್.ಪೇಟೆ, ಮೇ 26– ಶಿಕ್ಷಕರ ಸಮಸ್ಯೆಗಳಿಗೆ ಸದಾ ಸ್ಪಂದಿಸುತ್ತಿರುವ ಜೆಡಿಎಸ್–ಬಿಜೆಪಿ ಮೈತ್ರಿ ಪಕ್ಷಗಳ ಅಧಿಕೃತ ಅಭ್ಯರ್ಥಿ, ಕಳೆದ ಬಾರಿ ಸೋಲನುಭವಿಸಿದರೂ ಶಿಕ್ಷಕರ ಹಿತ ಕಾಯುವ ನಿಟ್ಟಿನಲ್ಲಿ ಸದಾ ಕ್ರಿಯಾಶೀಲರಾಗಿರುವ ಮೈಸೂರಿನ ವಿವೇಕಾನಂದ ಅವರನ್ನು ಈ ಬಾರಿ ಭಾರೀ ಅಂತರದಿಂದ ಗೆಲ್ಲಿಸುವ ಮೂಲಕ ಪಕ್ಷದ್ರೋಹಿ ಮರಿತಿಬ್ಬೇಗೌಡರಿಗೆ ತಕ್ಕ ಪಾಠ ಕಲಿಸಿ ಎಂದು ವಿಧಾನಪರಿಷತ್ ಮಾಜಿ ಸದಸ್ಯ ಕೆ.ಟಿ.ಶ್ರೀಕಂಠೇಗೌಡ ಮನವಿ ಮಾಡಿದರು. ಪಟ್ಟಣದಲ್ಲಿ ಆಯೋಜಿಸಿದ್ದ ಶಿಕ್ಷಕರ ಸಭೆಯಲ್ಲಿ ಮಾತನಾಡಿದ ಅವರು, ಕಳೆದ ಅವಧಿಯಲ್ಲಿ ದಕ್ಷಿಣ ಶಿಕ್ಷಕರ ಕ್ಷೇತ್ರದಿಂದ ಆಯ್ಕೆಯಾಗಿದ್ದ ಮರಿತಿಬ್ಬೇಗೌಡರು ಶಿಕ್ಷಕರ ಸಮಸ್ಯೆಗಳ ಬಗ್ಗೆ ಧ್ವನಿ ಎತ್ತಲಿಲ್ಲ. ಹೊಸ ಪಿಂಚಣಿ ಯೋಜನೆ ರದ್ದುಗೊಳಿಸುವ ವಿಚಾರದಲ್ಲಿ ಅವರು ಯಾವುದೇ ಹೋರಾಟ ನಡೆಸಲಿಲ್ಲ. ಈ ಬಾರಿ ಶಿಕ್ಷಕರು ಜಾಗೃತರಾಗಿ ಮತ ಚಲಾಯಿಸಬೇಕು ಎಂದರು. ನಮ್ಮ ಪಕ್ಷದಿಂದ ಎರಡು ಬಾರಿ ವಿಧಾನಪರಿಷತ್ ಸದಸ್ಯರಾಗಿ ಆಯ್ಕೆಯಾದ ಅವರು ನಂತರ ಕಾಂಗ್ರೆಸ್ ಪಕ್ಷ ಸೇರಿ ಪಕ್ಷದ್ರೋಹ ಮಾಡಿದ್ದಾರೆ. ಇಂತಹವರಿಗೆ ಶಿಕ್ಷಕರು ತಕ್ಕ ಪಾಠ ಕಲಿಸಬೇಕು ಎಂದು ಹೇಳಿದರು. — [57, 193, 205, 344]
stage-banner-text: ಅಕ್ಕಮಹಾದೇವಿ ಜಯಂತಿ ಕದಳಿ ರಜತೋತ್ಸವ — [642, 830, 770, 840]
divider-s10-s11 — [797, 1088, 798, 1376]
story3-headline: ನಾಗಮಂಗಲ ಕೆಪಿಟಿಸಿಎಲ್ ನೌಕರರ ಸಂಘದ ಚುನಾವಣೆ — [82, 468, 232, 478]
page-number: 6 — [81, 51, 101, 84]
story5-photo — [425, 614, 649, 689]
registration-dots-right — [896, 1400, 936, 1406]
story9-box — [565, 992, 796, 1086]
registration-dots-center — [455, 1400, 495, 1406]
story7-headline-1: ಪಂಡಿತ್ ಕೆ.ಎಸ್.ಹಡಪದ ಪ್ರಶಸ್ತಿಗೆ ತಬಲಾ ಕಲಾವಿದ — [86, 711, 263, 723]
story9-headline: ಸ್ತ್ರೀ ಸ್ವಾತಂತ್ರ್ಯದ ಸಂಕೇತವಾದ ಅಕ್ಕಮಹಾದೇವಿ ಇಂದಿಗೂ ಪ್ರಸ್ತುತ — [393, 741, 798, 765]
story10-col3: ಇದೇ ವೇಳೆ ಮಧುಮೇಹ ನಿರ್ವಹಣೆಯಲ್ಲಿ ದೀರ್ಘಕಾಲದ ಸೇವೆ ಸಲ್ಲಿಸಿದ ವೈದ್ಯರಿಗೆ ಜೀವಮಾನ ಸಾಧನೆ ಪ್ರಶಸ್ತಿ ನೀಡಿ ಗೌರವಿಸಲಾಯಿತು. ಸಂಶೋಧನಾ ಪ್ರಬಂಧಗಳ ಮಂಡನೆ ನಡೆಯಿತು. — [545, 1326, 665, 1363]
story9-box-body: 2000 ನೇ ಇಸವಿಯಲ್ಲಿ ಪ್ರಾರಂಭಗೊಂಡ ಕದಳಿ ಮಹಿಳಾ ವೇದಿಕೆ ಇಂದಿಗೆ 24 ವರ್ಷಗಳನ್ನು ಪೂರೈಸಿ 25ನೇ ವರ್ಷಕ್ಕೆ ಕಾಲಿಟ್ಟಿದೆ. ಈ ಅವಧಿಯಲ್ಲಿ ಸುಮಾರು 120ಕ್ಕೂ ಹೆಚ್ಚು ಕಾರ್ಯಕ್ರಮಗಳನ್ನು ಆಯೋಜಿಸಿದೆ. ರಜತೋತ್ಸವದ ಅಂಗವಾಗಿ ಅಕ್ಕಮಹಾದೇವಿಯ ಬದುಕು ಹಾಗೂ ವಚನಗಳ ಕುರಿತ ಚಿತ್ರಸಹಿತ ಕೃತಿ ಪ್ರಕಟಿಸಲಾಗುವುದು. ಇದು ವಿದ್ಯಾರ್ಥಿಗಳಿಗೆ ಉಪಯುಕ್ತವಾಗಲಿದೆ. — [570, 1009, 793, 1046]
story3-photo — [57, 498, 257, 582]
section-title-bar — [115, 54, 515, 84]
story5-headline: ಪ್ರಯೋಗಾಲಯ ಉದ್ಘಾಟನೆ — [467, 465, 607, 484]
story11-photo — [801, 1152, 891, 1320]
